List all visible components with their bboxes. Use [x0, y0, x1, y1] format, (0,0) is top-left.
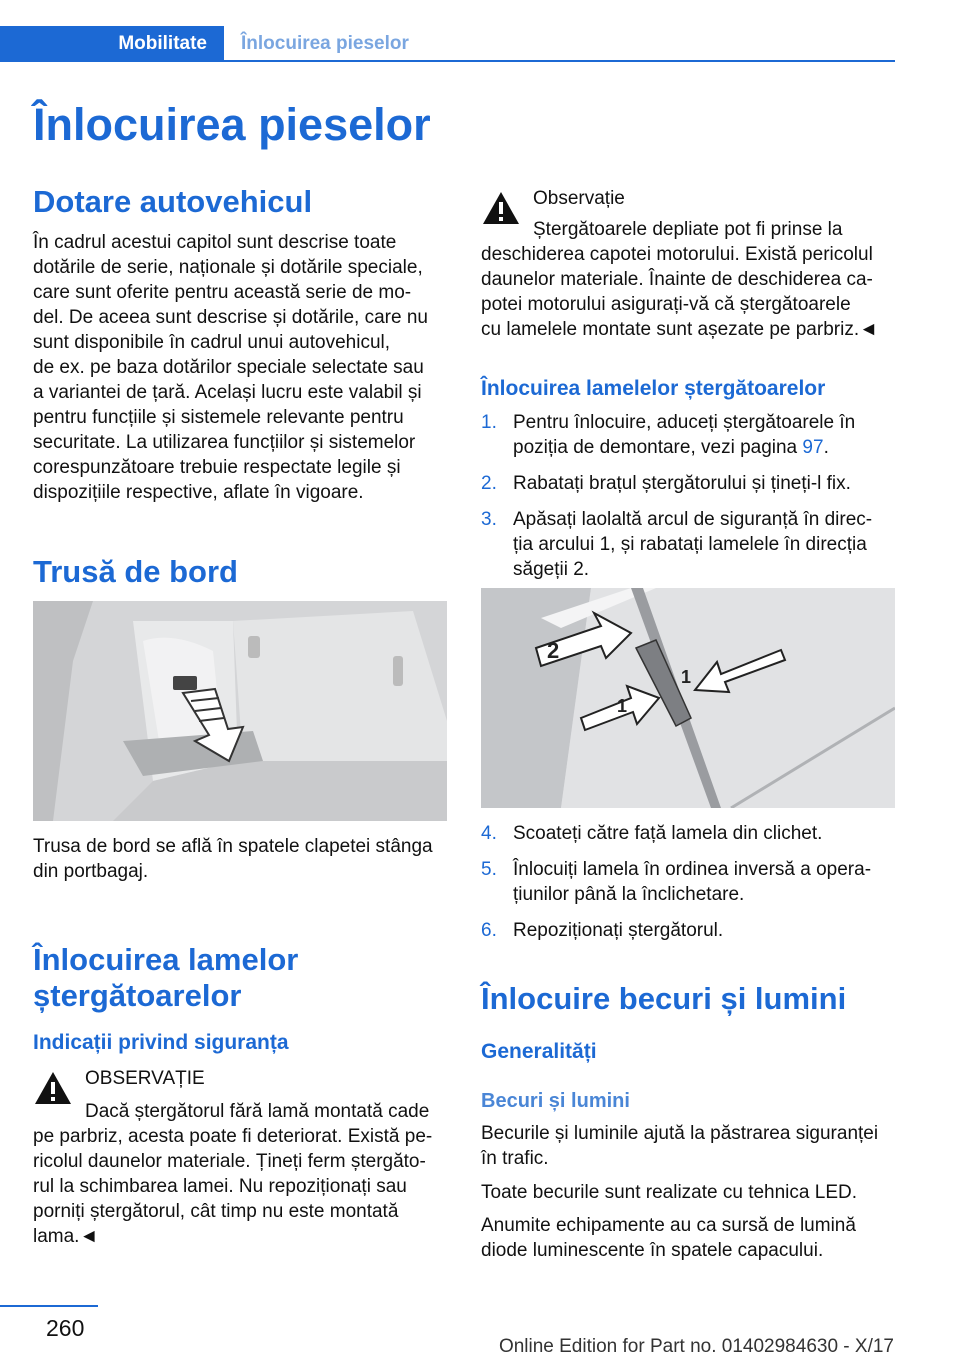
- trusa-caption: [33, 834, 453, 884]
- text-line: din portbagaj.: [33, 861, 149, 882]
- text-line: daunelor materiale. Înainte de deschiderea ca‐: [481, 269, 873, 290]
- left-column: [33, 184, 453, 505]
- heading-line: Înlocuirea lamelor: [33, 942, 299, 977]
- indicatii-heading: Indicații privind siguranța: [33, 1031, 289, 1054]
- text-line: cu lamelele montate sunt așezate pe parbriz.◄: [481, 319, 878, 340]
- text-line: pentru funcțiile și sistemele relevante pentru: [33, 407, 404, 428]
- text-line: Trusa de bord se află în spatele clapetei stânga: [33, 836, 433, 857]
- text-line: Becurile și luminile ajută la păstrarea siguranței: [481, 1123, 879, 1144]
- dotare-paragraph: [33, 230, 453, 505]
- text-line: Anumite echipamente au ca sursă de lumină: [481, 1215, 856, 1236]
- arrow-label: 1: [617, 696, 628, 716]
- step-text: Pentru înlocuire, aduceți ștergătoarele în: [513, 412, 856, 433]
- page-title: Înlocuirea pieselor: [33, 99, 431, 150]
- step-text: Rabatați brațul ștergătorului și țineți-l fix.: [513, 473, 851, 494]
- wiper-drawing: [481, 588, 895, 808]
- page-ref-link[interactable]: 97: [802, 437, 824, 458]
- page-number: 260: [46, 1315, 85, 1341]
- becuri-paragraph-1: [481, 1121, 901, 1171]
- text-line: securitate. La utilizarea funcțiilor și sistemelor: [33, 432, 416, 453]
- trunk-illustration: [33, 601, 447, 821]
- list-item: [481, 857, 901, 907]
- warning-box: [33, 1066, 453, 1249]
- arrow-label: 1: [681, 667, 692, 687]
- trunk-drawing: [33, 601, 447, 821]
- text-line: În cadrul acestui capitol sunt descrise toate: [33, 232, 397, 253]
- header-rule: [224, 60, 895, 62]
- text-line: dispozițiile respective, aflate în vigoare.: [33, 482, 364, 503]
- text-line: de ex. pe baza dotărilor speciale selectate sau: [33, 357, 424, 378]
- steps-list-b: [481, 821, 901, 954]
- edition-note: Online Edition for Part no. 01402984630 - X/17: [498, 1336, 894, 1357]
- warning-first-line: Dacă ștergătorul fără lamă montată cade: [85, 1101, 430, 1122]
- step-text: țiunilor până la înclichetare.: [513, 884, 745, 905]
- generalitati-heading: Generalități: [481, 1040, 597, 1063]
- text-line: del. De aceea sunt descrise și dotările, care nu: [33, 307, 428, 328]
- warning-icon: [33, 1070, 73, 1106]
- text-line: care sunt oferite pentru această serie de mo‐: [33, 282, 412, 303]
- text-line: dotările de serie, naționale și dotările speciale,: [33, 257, 423, 278]
- wiper-illustration: [481, 588, 895, 808]
- step-number: 6.: [481, 920, 497, 941]
- steps-list-a: [481, 410, 901, 593]
- text-line: ricolul daunelor materiale. Țineți ferm ștergăto‐: [33, 1151, 426, 1172]
- list-item: [481, 821, 901, 846]
- list-item: [481, 471, 901, 496]
- step-text: Apăsați laolaltă arcul de siguranță în direc‐: [513, 509, 873, 530]
- text-line: în trafic.: [481, 1148, 549, 1169]
- note-first-line: Ștergătoarele depliate pot fi prinse la: [533, 219, 843, 240]
- trusa-heading: Trusă de bord: [33, 554, 238, 589]
- step-text: [513, 435, 901, 460]
- becuri-paragraph-3: [481, 1213, 901, 1263]
- text-line: lama.◄: [33, 1226, 99, 1247]
- dotare-heading: Dotare autovehicul: [33, 184, 313, 219]
- step-number: 1.: [481, 412, 497, 433]
- footer-rule: [0, 1305, 98, 1307]
- arrow-label: 2: [547, 638, 560, 663]
- warning-title: OBSERVAȚIE: [85, 1068, 205, 1089]
- note-title: Observație: [533, 188, 625, 209]
- note-box: [481, 186, 901, 342]
- text-line: potei motorului asigurați-vă că ștergătoarele: [481, 294, 851, 315]
- step-text: Repoziționați ștergătorul.: [513, 920, 724, 941]
- text-line: sunt disponibile în cadrul unui autovehicul,: [33, 332, 391, 353]
- text-line: deschiderea capotei motorului. Există pericolul: [481, 244, 873, 265]
- step-text: ția arcului 1, și rabatați lamelele în direcția: [513, 534, 867, 555]
- step-text-part: poziția de demontare, vezi pagina: [513, 437, 798, 458]
- step-text-tail: .: [823, 437, 829, 458]
- list-item: [481, 507, 901, 582]
- heading-line: ștergătoarelor: [33, 978, 242, 1013]
- step-number: 5.: [481, 859, 497, 880]
- step-text: Înlocuiți lamela în ordinea inversă a opera‐: [513, 859, 872, 880]
- lamele-heading: Înlocuirea lamelelor ștergătoarelor: [481, 377, 826, 400]
- warning-icon: [481, 190, 521, 226]
- text-line: rul la schimbarea lamei. Nu repoziționați sau: [33, 1176, 407, 1197]
- step-text: Scoateți către față lamela din clichet.: [513, 823, 823, 844]
- text-line: corespunzătoare trebuie respectate legile și: [33, 457, 401, 478]
- list-item: [481, 918, 901, 943]
- section-tab-label: Mobilitate: [118, 33, 207, 54]
- current-chapter-tab[interactable]: Înlocuirea pieselor: [241, 33, 409, 54]
- section-tab[interactable]: [0, 26, 224, 62]
- page-header: [0, 0, 895, 62]
- becuri-subheading: Becuri și lumini: [481, 1090, 630, 1112]
- becuri-heading: Înlocuire becuri și lumini: [481, 981, 847, 1016]
- text-line: a variantei de țară. Același lucru este valabil și: [33, 382, 422, 403]
- step-number: 3.: [481, 509, 497, 530]
- text-line: porniți ștergătorul, cât timp nu este montată: [33, 1201, 399, 1222]
- becuri-paragraph-2: Toate becurile sunt realizate cu tehnica LED.: [481, 1182, 857, 1203]
- list-item: [481, 410, 901, 460]
- step-number: 2.: [481, 473, 497, 494]
- lamelor-heading: [33, 942, 298, 1014]
- text-line: pe parbriz, acesta poate fi deteriorat. Există pe‐: [33, 1126, 433, 1147]
- text-line: diode luminescente în spatele capacului.: [481, 1240, 824, 1261]
- step-number: 4.: [481, 823, 497, 844]
- step-text: săgeții 2.: [513, 559, 590, 580]
